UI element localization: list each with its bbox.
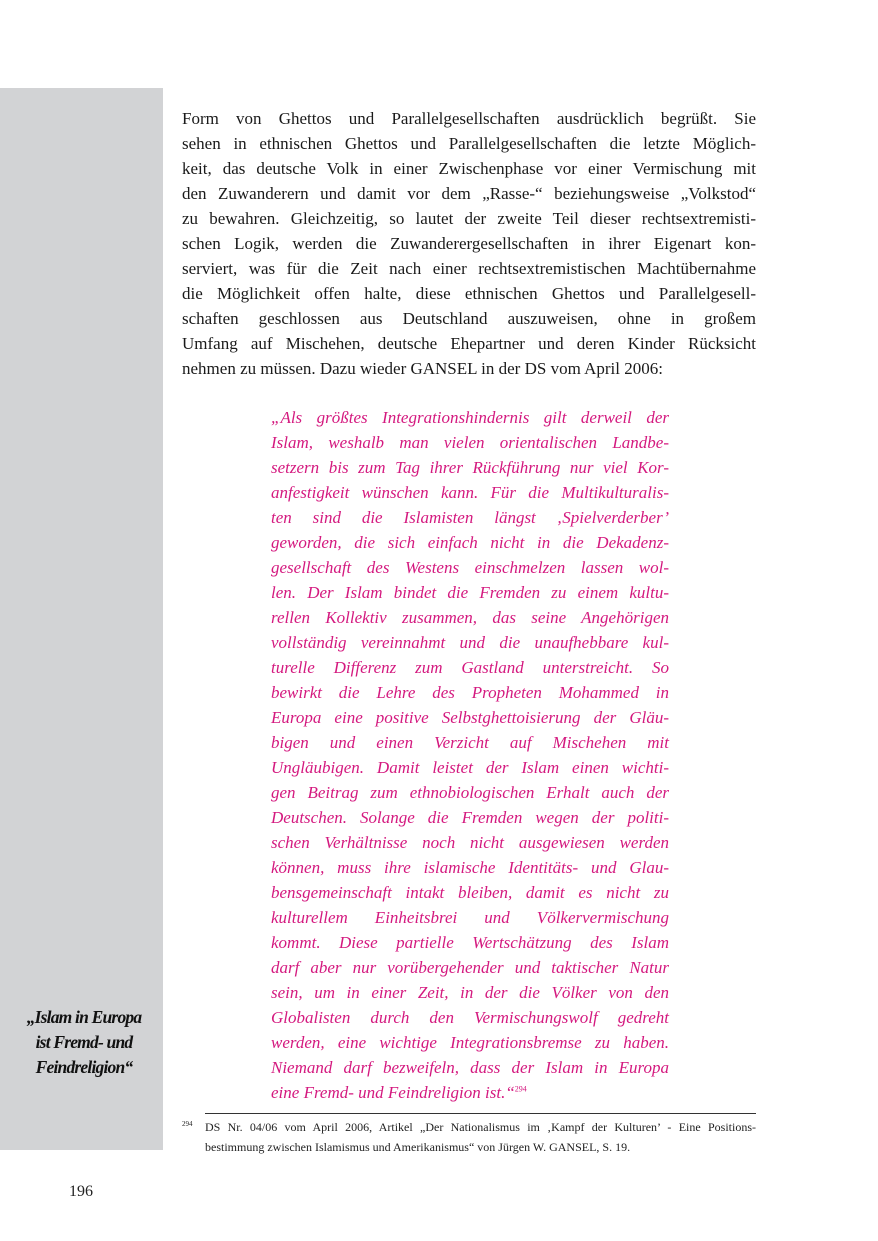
quote-line: rellen Kollektiv zusammen, das seine Angehörigen — [271, 608, 669, 627]
quote-line: gesellschaft des Westens einschmelzen lassen wol- — [271, 558, 669, 577]
footnote-number: 294 — [182, 1120, 193, 1128]
quote-line: Europa eine positive Selbstghettoisierung der Gläu- — [271, 708, 669, 727]
quote-line: werden, eine wichtige Integrationsbremse zu haben. — [271, 1033, 669, 1052]
body-line: den Zuwanderern und damit vor dem „Rasse-“ beziehungsweise „Volkstod“ — [182, 184, 756, 203]
footnote-divider — [205, 1113, 756, 1114]
body-line: serviert, was für die Zeit nach einer rechtsextremistischen Machtübernahme — [182, 259, 756, 278]
quote-line: anfestigkeit wünschen kann. Für die Multikulturalis- — [271, 483, 669, 502]
quote-line: bewirkt die Lehre des Propheten Mohammed in — [271, 683, 669, 702]
body-line: zu bewahren. Gleichzeitig, so lautet der zweite Teil dieser rechtsextremisti- — [182, 209, 756, 228]
quote-line: darf aber nur vorübergehender und taktischer Natur — [271, 958, 669, 977]
margin-note-line: ist Fremd- und — [35, 1032, 133, 1052]
margin-note-line: „Islam in Europa — [26, 1007, 142, 1027]
quote-line: Niemand darf bezweifeln, dass der Islam in Europa — [271, 1058, 669, 1077]
margin-note — [4, 1005, 164, 1080]
body-line: keit, das deutsche Volk in einer Zwischenphase vor einer Vermischung mit — [182, 159, 756, 178]
quote-line: gen Beitrag zum ethnobiologischen Erhalt auch der — [271, 783, 669, 802]
quote-line: setzern bis zum Tag ihrer Rückführung nur viel Kor- — [271, 458, 669, 477]
footnote-line: bestimmung zwischen Islamismus und Amerikanismus“ von Jürgen W. GANSEL, S. 19. — [205, 1140, 631, 1154]
body-line: nehmen zu müssen. Dazu wieder GANSEL in der DS vom April 2006: — [182, 359, 663, 378]
quote-line: bigen und einen Verzicht auf Mischehen mit — [271, 733, 669, 752]
body-line: die Möglichkeit offen halte, diese ethnischen Ghettos und Parallelgesell- — [182, 284, 756, 303]
body-line: Umfang auf Mischehen, deutsche Ehepartner und deren Kinder Rücksicht — [182, 334, 756, 353]
footnote-reference[interactable]: 294 — [514, 1084, 527, 1094]
quote-line-last — [271, 1080, 669, 1105]
quote-line: „Als größtes Integrationshindernis gilt derweil der — [271, 408, 669, 427]
quote-line: können, muss ihre islamische Identitäts- und Glau- — [271, 858, 669, 877]
quote-line: turelle Differenz zum Gastland unterstreicht. So — [271, 658, 669, 677]
quote-line: vollständig vereinnahmt und die unaufhebbare kul- — [271, 633, 669, 652]
body-line: sehen in ethnischen Ghettos und Parallelgesellschaften die letzte Möglich- — [182, 134, 756, 153]
margin-note-line: Feindreligion“ — [35, 1057, 133, 1077]
body-line: schen Logik, werden die Zuwanderergesellschaften in ihrer Eigenart kon- — [182, 234, 756, 253]
quote-line: schen Verhältnisse noch nicht ausgewiesen werden — [271, 833, 669, 852]
quote-line: kulturellem Einheitsbrei und Völkervermischung — [271, 908, 669, 927]
body-paragraph — [182, 106, 756, 381]
quote-line: ten sind die Islamisten längst ‚Spielverderber’ — [271, 508, 669, 527]
body-line: Form von Ghettos und Parallelgesellschaften ausdrücklich begrüßt. Sie — [182, 109, 756, 128]
quote-line: Deutschen. Solange die Fremden wegen der politi- — [271, 808, 669, 827]
quote-line: Globalisten durch den Vermischungswolf gedreht — [271, 1008, 669, 1027]
footnote-line: DS Nr. 04/06 vom April 2006, Artikel „Der Nationalismus im ‚Kampf der Kulturen’ - Eine Positions- — [205, 1120, 756, 1134]
page-number: 196 — [69, 1183, 93, 1200]
quote-line: kommt. Diese partielle Wertschätzung des Islam — [271, 933, 669, 952]
sidebar-band — [0, 88, 163, 1150]
quote-line: bensgemeinschaft intakt bleiben, damit es nicht zu — [271, 883, 669, 902]
quote-line: len. Der Islam bindet die Fremden zu einem kultu- — [271, 583, 669, 602]
quote-line-text: eine Fremd- und Feindreligion ist.“ — [271, 1083, 515, 1102]
quote-line: Islam, weshalb man vielen orientalischen Landbe- — [271, 433, 669, 452]
quote-line: geworden, die sich einfach nicht in die Dekadenz- — [271, 533, 669, 552]
quote-line: Ungläubigen. Damit leistet der Islam einen wichti- — [271, 758, 669, 777]
block-quote — [271, 405, 669, 1105]
footnote-text — [205, 1117, 756, 1157]
body-line: schaften geschlossen aus Deutschland auszuweisen, ohne in großem — [182, 309, 756, 328]
quote-line: sein, um in einer Zeit, in der die Völker von den — [271, 983, 669, 1002]
